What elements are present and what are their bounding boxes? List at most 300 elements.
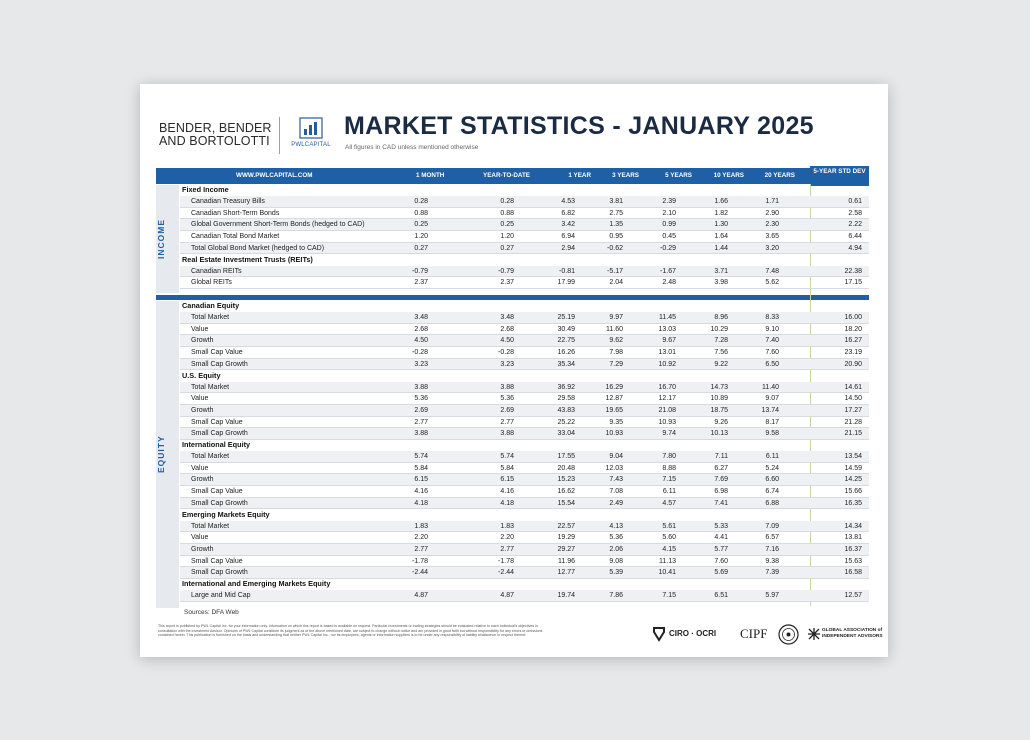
value-cell: 6.82 <box>561 209 575 217</box>
value-cell: 13.74 <box>761 406 779 414</box>
group-heading: Emerging Markets Equity <box>182 509 270 519</box>
pwl-label: PWLCAPITAL <box>291 142 331 148</box>
value-cell: 1.44 <box>714 244 728 252</box>
row-label: Total Market <box>191 314 230 321</box>
value-cell: -0.28 <box>412 349 428 357</box>
group-heading: Fixed Income <box>182 185 229 194</box>
value-cell: 4.50 <box>500 337 514 345</box>
row-label: Global Government Short-Term Bonds (hedged to CAD) <box>191 221 365 229</box>
value-cell: 1.35 <box>609 221 623 229</box>
value-cell: 7.08 <box>609 488 623 496</box>
row-label: Canadian REITs <box>191 267 242 275</box>
value-cell: 7.16 <box>765 545 779 553</box>
value-cell: 0.27 <box>500 244 514 252</box>
value-cell: 5.60 <box>662 534 676 542</box>
gaia-icon <box>808 628 820 640</box>
equity-label: EQUITY <box>156 435 166 474</box>
col-header: 1 MONTH <box>416 172 445 179</box>
table-row <box>180 347 869 359</box>
value-cell: 16.29 <box>605 383 623 391</box>
value-cell: 5.62 <box>765 279 779 287</box>
value-cell: 7.60 <box>765 349 779 357</box>
value-cell: 10.93 <box>658 418 676 426</box>
value-cell: 3.42 <box>561 221 575 229</box>
value-cell: 0.28 <box>500 198 514 205</box>
row-label: Small Cap Value <box>191 557 243 565</box>
value-cell: 5.84 <box>414 464 428 472</box>
value-cell: 10.93 <box>605 430 623 438</box>
value-cell: 2.77 <box>500 545 514 553</box>
value-cell: 2.77 <box>500 418 514 426</box>
value-cell: 15.54 <box>557 499 575 507</box>
value-cell: 6.15 <box>500 476 514 484</box>
table-row <box>180 544 869 556</box>
value-cell: 0.27 <box>414 244 428 252</box>
std-dev-cell: 15.63 <box>844 557 862 565</box>
value-cell: 2.69 <box>414 406 428 414</box>
value-cell: 5.33 <box>714 522 728 530</box>
std-dev-cell: 16.35 <box>844 499 862 507</box>
value-cell: 3.23 <box>500 360 514 368</box>
value-cell: 2.69 <box>500 406 514 414</box>
value-cell: 6.74 <box>765 488 779 496</box>
value-cell: 4.13 <box>609 522 623 530</box>
value-cell: 0.28 <box>414 198 428 205</box>
table-row <box>180 428 869 440</box>
value-cell: 7.40 <box>765 337 779 345</box>
value-cell: 29.27 <box>557 545 575 553</box>
std-dev-cell: 15.66 <box>844 488 862 496</box>
row-label: Canadian Short-Term Bonds <box>191 209 280 217</box>
value-cell: 2.90 <box>765 209 779 217</box>
row-label: Small Cap Growth <box>191 430 248 438</box>
value-cell: 6.94 <box>561 233 575 241</box>
value-cell: 21.08 <box>658 406 676 414</box>
row-label: Small Cap Growth <box>191 569 248 577</box>
value-cell: 6.51 <box>714 592 728 599</box>
value-cell: 1.20 <box>500 233 514 241</box>
row-label: Value <box>191 395 209 403</box>
value-cell: 2.30 <box>765 221 779 229</box>
section-divider <box>156 295 869 300</box>
value-cell: 2.94 <box>561 244 575 252</box>
value-cell: 1.83 <box>500 522 514 530</box>
report-page: BENDER, BENDER AND BORTOLOTTI PWLCAPITAL MARKET STATISTICS - JANUARY 2025 All figures in CAD unless mentioned otherwise WWW.PWLCAPITAL.COM 1 MONTH YEAR-TO-DATE 1 YEAR 3 YEARS 5 YEARS 10 YEARS 20 YEARS 5-YEAR STD DEV INCOME EQUITY Fixed Income Canadian Treasury Bills 0.28 0.28 4.53 3.81 2.39 1.66 1.71 0.61 Canadian Short-Term Bonds 0.88 0.88 6.82 2.75 2.10 1.82 2.90 2.58 Global Government Short-Term Bonds (hedged to CAD) 0.25 0.25 3.42 1.35 0.99 1.30 2.30 2.22 Canadian Total Bond Market 1.20 1.20 6.94 0.95 0.45 1.64 3.65 6.44 Total Global Bond Market (hedged to CAD) 0.27 0.27 2.94 -0.62 -0.29 1.44 3.20 4.94 Real Estate Investment Trusts (REITs) Canadian REITs -0.79 -0.79 -0.81 -5.17 -1.67 3.71 7.48 22.38 Global REITs 2.37 2.37 17.99 2.04 2.48 3.98 5.62 17.15 Canadian Equity Total Market 3.48 3.48 25.19 9.97 11.45 8.96 8.33 16.00 Value 2.68 2.68 30.49 11.60 13.03 10.29 9.10 18.20 Growth 4.50 4.50 22.75 9.62 9.67 7.28 7.40 16.27 Small Cap Value -0.28 -0.28 16.26 7.98 13.01 7.56 7.60 23.19 Small Cap Growth 3.23 3.23 35.34 7.29 10.92 9.22 6.50 20.90 U.S. Equity Total Market 3.88 3.88 36.92 16.29 16.70 14.73 11.40 14.61 Value 5.36 5.36 29.58 12.87 12.17 10.89 9.07 14.50 Growth 2.69 2.69 43.83 19.65 21.08 18.75 13.74 17.27 Small Cap Value 2.77 2.77 25.22 9.35 10.93 9.26 8.17 21.28 Small Cap Growth 3.88 3.88 33.04 10.93 9.74 10.13 9.58 21.15 International Equity Total Market 5.74 5.74 17.55 9.04 7.80 7.11 6.11 13.54 Value 5.84 5.84 20.48 12.03 8.88 6.27 5.24 14.59 Growth 6.15 6.15 15.23 7.43 7.15 7.69 6.60 14.25 Small Cap Value 4.16 4.16 16.62 7.08 6.11 6.98 6.74 15.66 Small Cap Growth 4.18 4.18 15.54 2.49 4.57 7.41 6.88 16.35 Emerging Markets Equity Total Market 1.83 1.83 22.57 4.13 5.61 5.33 7.09 14.34 Value 2.20 2.20 19.29 5.36 5.60 4.41 6.57 13.81 Growth 2.77 2.77 29.27 2.06 4.15 5.77 7.16 16.37 Small Cap Value -1.78 -1.78 11.96 9.08 11.13 7.60 9.38 15.63 Small Cap Growth -2.44 -2.44 12.77 5.39 10.41 5.69 7.39 16.58 International and Emerging Markets Equity Large and Mid Cap 4.87 4.87 19.74 7.86 7.15 6.51 5.97 12.57 Sources: DFA Web This report is published by PWL Capital Inc. for your information only. Information on which this report is based is available on request. Particular investments or trading strategies should be evaluated relative to each individual's objectives in consultation with the Investment Advisor. Opinions of PWL Capital constitute its judgment as of the above mentioned date, are subject to change without notice and are provided in good faith but without responsibility for any errors or omissions contained herein. This publication is furnished on the basis and understanding that neither PWL Capital Inc., nor its employees, agents or information suppliers is to be under any responsibility of liability whatsoever in respect thereof. CIRO · OCRI CIPF GLOBAL ASSOCIATION of INDEPENDENT ADVISORS <box>140 84 888 657</box>
value-cell: -0.29 <box>660 244 676 252</box>
std-dev-cell: 16.27 <box>844 337 862 345</box>
value-cell: 0.95 <box>609 233 623 241</box>
value-cell: 0.45 <box>662 233 676 241</box>
value-cell: 14.73 <box>710 383 728 391</box>
value-cell: 16.26 <box>557 349 575 357</box>
std-dev-cell: 14.34 <box>844 522 862 530</box>
row-label: Growth <box>191 545 214 553</box>
value-cell: 3.88 <box>500 430 514 438</box>
pwl-chart-icon <box>299 117 323 139</box>
bbb-logo: BENDER, BENDER AND BORTOLOTTI <box>159 121 272 148</box>
value-cell: 35.34 <box>557 360 575 368</box>
value-cell: 19.29 <box>557 534 575 542</box>
value-cell: 6.88 <box>765 499 779 507</box>
std-dev-cell: 14.50 <box>844 395 862 403</box>
value-cell: 7.39 <box>765 569 779 577</box>
row-label: Large and Mid Cap <box>191 592 251 599</box>
row-label: Small Cap Value <box>191 418 243 426</box>
value-cell: 15.23 <box>557 476 575 484</box>
table-row <box>180 417 869 429</box>
value-cell: -5.17 <box>607 267 623 275</box>
table-row <box>180 382 869 394</box>
value-cell: 3.48 <box>500 314 514 321</box>
value-cell: 0.25 <box>500 221 514 229</box>
row-label: Small Cap Growth <box>191 499 248 507</box>
page-title: MARKET STATISTICS - JANUARY 2025 <box>344 112 814 140</box>
std-dev-cell: 21.28 <box>844 418 862 426</box>
pwl-logo <box>291 117 331 148</box>
value-cell: 2.68 <box>500 325 514 333</box>
value-cell: -1.78 <box>498 557 514 565</box>
std-dev-cell: 16.58 <box>844 569 862 577</box>
std-dev-cell: 17.15 <box>844 279 862 287</box>
value-cell: 1.30 <box>714 221 728 229</box>
row-label: Value <box>191 325 209 333</box>
value-cell: 7.28 <box>714 337 728 345</box>
row-label: Canadian Total Bond Market <box>191 233 280 241</box>
value-cell: 9.58 <box>765 430 779 438</box>
value-cell: 5.36 <box>414 395 428 403</box>
value-cell: 6.57 <box>765 534 779 542</box>
std-dev-cell: 4.94 <box>848 244 862 252</box>
value-cell: 2.37 <box>414 279 428 287</box>
table-row <box>180 208 869 220</box>
table-row <box>180 498 869 510</box>
value-cell: 7.15 <box>662 476 676 484</box>
value-cell: 4.41 <box>714 534 728 542</box>
std-dev-cell: 6.44 <box>848 233 862 241</box>
value-cell: 2.68 <box>414 325 428 333</box>
income-label: INCOME <box>156 219 166 259</box>
value-cell: 16.70 <box>658 383 676 391</box>
value-cell: 5.39 <box>609 569 623 577</box>
value-cell: 9.67 <box>662 337 676 345</box>
value-cell: -0.79 <box>412 267 428 275</box>
value-cell: 19.65 <box>605 406 623 414</box>
value-cell: 4.87 <box>500 592 514 599</box>
row-label: Small Cap Value <box>191 349 243 357</box>
group-heading: U.S. Equity <box>182 370 221 380</box>
value-cell: -2.44 <box>498 569 514 577</box>
value-cell: -0.62 <box>607 244 623 252</box>
value-cell: 30.49 <box>557 325 575 333</box>
row-label: Growth <box>191 476 214 484</box>
value-cell: 2.20 <box>414 534 428 542</box>
value-cell: 10.92 <box>658 360 676 368</box>
value-cell: 9.07 <box>765 395 779 403</box>
col-header: YEAR-TO-DATE <box>483 172 530 179</box>
row-label: Global REITs <box>191 279 232 287</box>
value-cell: 8.17 <box>765 418 779 426</box>
table-row <box>180 567 869 579</box>
value-cell: 25.19 <box>557 314 575 321</box>
value-cell: 7.48 <box>765 267 779 275</box>
row-label: Total Global Bond Market (hedged to CAD) <box>191 244 325 252</box>
value-cell: 6.60 <box>765 476 779 484</box>
value-cell: 16.62 <box>557 488 575 496</box>
value-cell: 2.06 <box>609 545 623 553</box>
value-cell: 6.11 <box>765 453 779 460</box>
value-cell: 12.87 <box>605 395 623 403</box>
table-row <box>180 231 869 243</box>
value-cell: 0.88 <box>414 209 428 217</box>
value-cell: 1.83 <box>414 522 428 530</box>
value-cell: 3.48 <box>414 314 428 321</box>
value-cell: 0.88 <box>500 209 514 217</box>
value-cell: 13.03 <box>658 325 676 333</box>
col-header: 3 YEARS <box>612 172 639 179</box>
value-cell: 19.74 <box>557 592 575 599</box>
table-row <box>180 451 869 463</box>
col-header: 10 YEARS <box>713 172 744 179</box>
value-cell: 9.22 <box>714 360 728 368</box>
website-link[interactable]: WWW.PWLCAPITAL.COM <box>236 172 313 179</box>
value-cell: 2.48 <box>662 279 676 287</box>
table-row <box>180 556 869 568</box>
value-cell: 11.40 <box>762 383 779 391</box>
row-label: Total Market <box>191 453 230 460</box>
table-row <box>180 243 869 255</box>
std-dev-cell: 16.00 <box>844 314 862 321</box>
value-cell: 9.10 <box>765 325 779 333</box>
value-cell: 1.66 <box>714 198 728 205</box>
value-cell: 1.64 <box>714 233 728 241</box>
value-cell: 4.16 <box>500 488 514 496</box>
value-cell: 7.98 <box>609 349 623 357</box>
value-cell: 10.89 <box>710 395 728 403</box>
value-cell: 1.71 <box>765 198 779 205</box>
value-cell: 25.22 <box>557 418 575 426</box>
std-dev-cell: 21.15 <box>844 430 862 438</box>
value-cell: 1.20 <box>414 233 428 241</box>
value-cell: 7.60 <box>714 557 728 565</box>
table-row <box>180 196 869 208</box>
row-label: Growth <box>191 406 214 414</box>
seal-icon <box>778 624 799 645</box>
value-cell: 9.62 <box>609 337 623 345</box>
value-cell: 6.50 <box>765 360 779 368</box>
value-cell: 4.16 <box>414 488 428 496</box>
value-cell: 5.61 <box>662 522 676 530</box>
value-cell: 3.88 <box>414 430 428 438</box>
value-cell: 43.83 <box>557 406 575 414</box>
group-heading: Real Estate Investment Trusts (REITs) <box>182 254 313 264</box>
value-cell: 0.25 <box>414 221 428 229</box>
std-dev-cell: 14.59 <box>844 464 862 472</box>
value-cell: 5.97 <box>765 592 779 599</box>
row-label: Growth <box>191 337 214 345</box>
value-cell: 3.88 <box>500 383 514 391</box>
value-cell: 2.75 <box>609 209 623 217</box>
value-cell: 17.55 <box>557 453 575 460</box>
std-dev-cell: 2.22 <box>848 221 862 229</box>
value-cell: 9.35 <box>609 418 623 426</box>
value-cell: 6.15 <box>414 476 428 484</box>
table-row <box>180 324 869 336</box>
table-row <box>180 277 869 289</box>
value-cell: 7.11 <box>714 453 728 460</box>
value-cell: 2.39 <box>662 198 676 205</box>
value-cell: -0.79 <box>498 267 514 275</box>
value-cell: 4.57 <box>662 499 676 507</box>
value-cell: -2.44 <box>412 569 428 577</box>
value-cell: 6.27 <box>714 464 728 472</box>
value-cell: 5.84 <box>500 464 514 472</box>
value-cell: 12.17 <box>658 395 676 403</box>
table-row <box>180 474 869 486</box>
value-cell: 9.97 <box>609 314 623 321</box>
std-dev-cell: 18.20 <box>844 325 862 333</box>
std-dev-cell: 13.81 <box>844 534 862 542</box>
table-row <box>180 312 869 324</box>
std-dev-cell: 16.37 <box>844 545 862 553</box>
value-cell: 11.13 <box>659 557 676 565</box>
value-cell: 9.04 <box>609 453 623 460</box>
col-header: 5 YEARS <box>665 172 692 179</box>
value-cell: 5.77 <box>714 545 728 553</box>
value-cell: 2.37 <box>500 279 514 287</box>
value-cell: 18.75 <box>710 406 728 414</box>
std-dev-cell: 2.58 <box>848 209 862 217</box>
row-label: Value <box>191 464 209 472</box>
value-cell: 5.36 <box>500 395 514 403</box>
table-row <box>180 532 869 544</box>
value-cell: 7.43 <box>609 476 623 484</box>
value-cell: 10.41 <box>658 569 676 577</box>
value-cell: 13.01 <box>658 349 676 357</box>
std-dev-cell: 23.19 <box>844 349 862 357</box>
group-heading: Canadian Equity <box>182 301 240 310</box>
value-cell: 3.98 <box>714 279 728 287</box>
std-dev-cell: 14.61 <box>844 383 862 391</box>
table-row <box>180 521 869 533</box>
value-cell: 2.20 <box>500 534 514 542</box>
row-label: Total Market <box>191 383 230 391</box>
sources-note: Sources: DFA Web <box>184 609 239 616</box>
value-cell: 1.82 <box>714 209 728 217</box>
group-heading: International Equity <box>182 440 251 449</box>
value-cell: 2.77 <box>414 418 428 426</box>
value-cell: 3.88 <box>414 383 428 391</box>
value-cell: 2.49 <box>609 499 623 507</box>
value-cell: 3.81 <box>609 198 623 205</box>
value-cell: 7.29 <box>609 360 623 368</box>
std-dev-header: 5-YEAR STD DEV <box>810 166 869 186</box>
value-cell: 4.18 <box>500 499 514 507</box>
value-cell: 5.74 <box>500 453 514 460</box>
value-cell: 4.15 <box>662 545 676 553</box>
value-cell: 5.69 <box>714 569 728 577</box>
value-cell: 3.71 <box>714 267 728 275</box>
col-header: 20 YEARS <box>764 172 795 179</box>
value-cell: 9.74 <box>662 430 676 438</box>
group-heading: International and Emerging Markets Equity <box>182 579 331 588</box>
value-cell: -1.67 <box>660 267 676 275</box>
table-header <box>156 168 869 184</box>
table-row <box>180 359 869 371</box>
std-dev-cell: 0.61 <box>848 198 862 205</box>
value-cell: 5.24 <box>765 464 779 472</box>
value-cell: 9.08 <box>609 557 623 565</box>
value-cell: 29.58 <box>557 395 575 403</box>
value-cell: 10.13 <box>710 430 728 438</box>
value-cell: 4.50 <box>414 337 428 345</box>
value-cell: 7.69 <box>714 476 728 484</box>
std-dev-cell: 17.27 <box>844 406 862 414</box>
value-cell: 7.15 <box>662 592 676 599</box>
value-cell: 5.74 <box>414 453 428 460</box>
std-dev-cell: 14.25 <box>844 476 862 484</box>
value-cell: 0.99 <box>662 221 676 229</box>
value-cell: 2.77 <box>414 545 428 553</box>
row-label: Value <box>191 534 209 542</box>
value-cell: 2.04 <box>609 279 623 287</box>
value-cell: 20.48 <box>557 464 575 472</box>
ciro-icon <box>652 626 666 642</box>
value-cell: 3.23 <box>414 360 428 368</box>
value-cell: 36.92 <box>557 383 575 391</box>
value-cell: 22.57 <box>557 522 575 530</box>
value-cell: -0.28 <box>498 349 514 357</box>
std-dev-cell: 12.57 <box>844 592 862 599</box>
table-row <box>180 219 869 231</box>
page-subtitle: All figures in CAD unless mentioned otherwise <box>345 144 479 151</box>
value-cell: 9.38 <box>765 557 779 565</box>
value-cell: -1.78 <box>412 557 428 565</box>
value-cell: 6.11 <box>662 488 676 496</box>
table-row <box>180 463 869 475</box>
table-row <box>180 335 869 347</box>
value-cell: 6.98 <box>714 488 728 496</box>
value-cell: 7.86 <box>609 592 623 599</box>
value-cell: 8.88 <box>662 464 676 472</box>
value-cell: 11.45 <box>659 314 676 321</box>
value-cell: 3.65 <box>765 233 779 241</box>
value-cell: 4.87 <box>414 592 428 599</box>
header-divider <box>279 117 280 154</box>
value-cell: 7.41 <box>714 499 728 507</box>
value-cell: 10.29 <box>710 325 728 333</box>
std-dev-cell: 13.54 <box>844 453 862 460</box>
value-cell: 7.09 <box>765 522 779 530</box>
value-cell: 17.99 <box>557 279 575 287</box>
std-dev-cell: 20.90 <box>844 360 862 368</box>
std-dev-cell: 22.38 <box>844 267 862 275</box>
table-row <box>180 266 869 278</box>
value-cell: 2.10 <box>662 209 676 217</box>
value-cell: 22.75 <box>557 337 575 345</box>
value-cell: 3.20 <box>765 244 779 252</box>
value-cell: 5.36 <box>609 534 623 542</box>
row-label: Small Cap Growth <box>191 360 248 368</box>
value-cell: 8.96 <box>714 314 728 321</box>
value-cell: 11.96 <box>558 557 575 565</box>
col-header: 1 YEAR <box>568 172 591 179</box>
value-cell: -0.81 <box>559 267 575 275</box>
table-row <box>180 486 869 498</box>
value-cell: 12.77 <box>557 569 575 577</box>
value-cell: 7.80 <box>662 453 676 460</box>
value-cell: 7.56 <box>714 349 728 357</box>
row-label: Canadian Treasury Bills <box>191 198 265 205</box>
